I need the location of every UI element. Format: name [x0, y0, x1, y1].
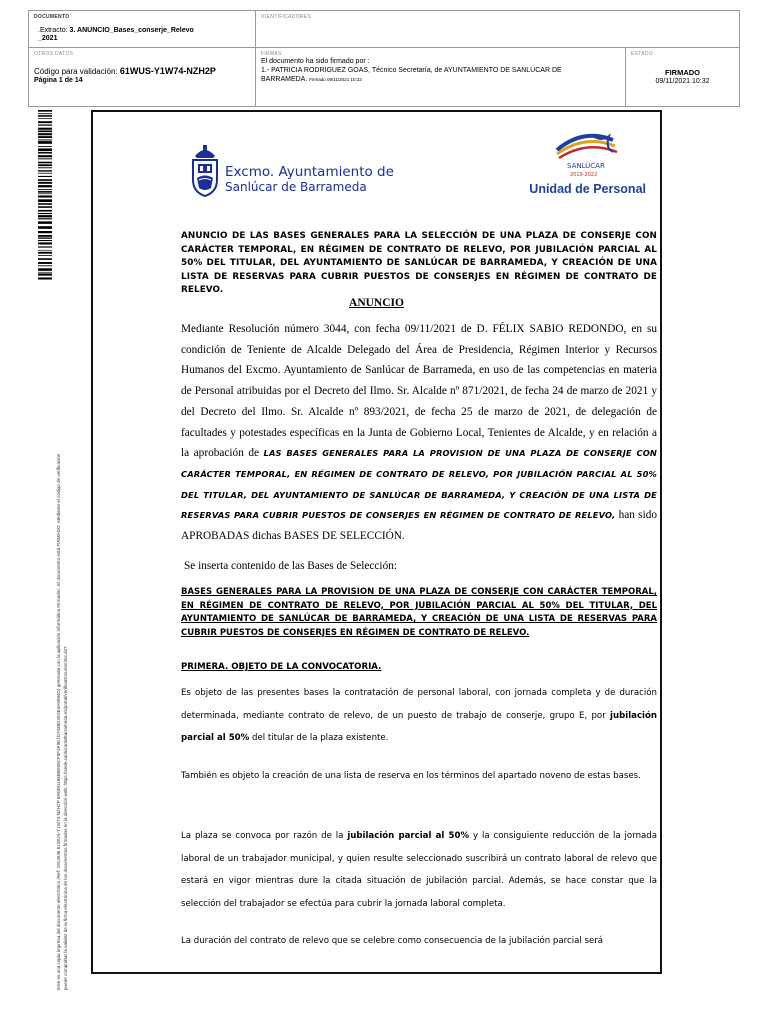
barcode-bar — [38, 124, 52, 125]
vertical-verification-text — [56, 280, 69, 990]
barcode-bar — [38, 250, 52, 251]
objeto-text: Es objeto de las presentes bases la contratación de personal laboral, con jornada completa y de duración determinada, mediante contrato de relevo, de un puesto de trabajo de conserje, grupo E, por — [181, 688, 657, 721]
barcode-bar — [38, 195, 52, 197]
sanlucar-anniversary-logo — [543, 130, 638, 180]
objeto-end: del titular de la plaza existente. — [252, 733, 389, 744]
barcode-bar — [38, 218, 52, 219]
barcode-bar — [38, 133, 52, 135]
barcode-bar — [38, 206, 52, 208]
firma-line1: El documento ha sido firmado por : — [261, 58, 370, 65]
barcode-bar — [38, 240, 52, 241]
validation-code[interactable]: 61WUS-Y1W74-NZH2P — [119, 66, 216, 76]
barcode-bar — [38, 136, 52, 138]
paragraph-duracion: La duración del contrato de relevo que se celebre como consecuencia de la jubilación parcial será — [181, 936, 604, 946]
barcode-bar — [38, 167, 52, 168]
logo-years: 2019-2022 — [570, 172, 598, 178]
barcode-bar — [38, 273, 52, 275]
documento-title-cont: _2021 — [38, 35, 58, 42]
barcode-bar — [38, 231, 52, 233]
barcode-bar — [38, 170, 52, 171]
barcode-bar — [38, 252, 52, 254]
barcode-bar — [38, 235, 52, 237]
barcode-bar — [38, 277, 52, 279]
barcode-bar — [38, 148, 52, 151]
firma-line2: 1.- PATRICIA RODRIGUEZ GOAS, Técnico Secretaría, de AYUNTAMIENTO DE SANLÚCAR DE — [261, 67, 562, 74]
barcode-bar — [38, 255, 52, 256]
barcode-bar — [38, 130, 52, 132]
paragraph-lista-reserva: También es objeto la creación de una lista de reserva en los términos del apartado noveno de estas bases. — [181, 771, 641, 781]
barcode-bar — [38, 185, 52, 187]
estado-label: ESTADO — [631, 51, 653, 57]
barcode-bar — [38, 199, 52, 202]
barcode-bar — [38, 110, 52, 112]
identificadores-cell — [256, 11, 739, 48]
firma-line3-text: BARRAMEDA. — [261, 76, 308, 83]
document-page — [91, 110, 662, 974]
page-count: Página 1 de 14 — [34, 77, 83, 84]
ayuntamiento-name-line2: Sanlúcar de Barrameda — [225, 180, 367, 194]
resolution-text: Mediante Resolución número 3044, con fecha 09/11/2021 de D. FÉLIX SABIO REDONDO, en su condición de Teniente de Alcalde Delegado del Área de Presidencia, Régimen Interior y Recursos Humanos del Excmo. Ayuntamiento de Sanlúcar de Barrameda, en uso de las competencias en materia de Personal atribuidas por el Decreto del Ilmo. Sr. Alcalde nº 871/2021, de fecha 24 de marzo de 2021 y del Decreto del Ilmo. Sr. Alcalde nº 893/2021, de fecha 25 de marzo de 2021, de delegación de facultades y potestades específicas en la Junta de Gobierno Local, Tenientes de Alcalde, y en relación a la aprobación de — [181, 323, 657, 460]
section-primera-heading: PRIMERA. OBJETO DE LA CONVOCATORIA. — [181, 662, 382, 672]
estado-value: FIRMADO — [665, 68, 700, 77]
documento-title: 3. ANUNCIO_Bases_conserje_Relevo — [69, 27, 194, 34]
firmas-label: FIRMAS — [261, 51, 282, 57]
barcode-bar — [38, 115, 52, 117]
documento-prefix: .Extracto: — [38, 27, 68, 34]
side-text-line2: puede comprobar la validez de la firma electrónica de los documentos firmados en la dirección web: https://sede.sanlucardebarrameda.es/portal/verificaDocumentos.do? — [62, 646, 68, 990]
barcode-bar — [38, 272, 52, 273]
jubilacion-text: La plaza se convoca por razón de la — [181, 831, 344, 841]
barcode-bar — [38, 113, 52, 114]
estado-cell — [626, 48, 739, 106]
anuncio-heading: ANUNCIO — [349, 297, 404, 309]
announcement-title: ANUNCIO DE LAS BASES GENERALES PARA LA SELECCIÓN DE UNA PLAZA DE CONSERJE CON CARÁCTER TEMPORAL, EN RÉGIMEN DE CONTRATO DE RELEVO, POR JUBILACIÓN PARCIAL AL 50% DEL TITULAR, DEL AYUNTAMIENTO DE SANLÚCAR DE BARRAMEDA, Y CREACIÓN DE UNA LISTA DE RESERVAS PARA CUBRIR PUESTOS DE CONSERJES EN RÉGIMEN DE CONTRATO DE RELEVO. — [181, 231, 657, 295]
barcode-bar — [38, 128, 52, 130]
documento-name — [38, 27, 194, 43]
barcode-bar — [38, 213, 52, 214]
otros-label: OTROS DATOS — [34, 51, 74, 57]
barcode-bar — [38, 258, 52, 260]
barcode-bar — [38, 268, 52, 271]
barcode-bar — [38, 242, 52, 244]
validation-code-line — [34, 66, 216, 76]
barcode-bar — [38, 179, 52, 181]
unidad-personal: Unidad de Personal — [529, 182, 646, 196]
signature-info — [261, 57, 616, 84]
barcode-bar — [38, 139, 52, 140]
ayuntamiento-name-line1: Excmo. Ayuntamiento de — [225, 164, 394, 180]
barcode-bar — [38, 262, 52, 264]
barcode-bar — [38, 193, 52, 194]
firma-line3 — [261, 75, 616, 84]
resolution-paragraph — [181, 319, 657, 547]
jubilacion-bold: jubilación parcial al 50% — [347, 831, 470, 841]
inserta-line: Se inserta contenido de las Bases de Selección: — [184, 560, 398, 572]
barcode-bar — [38, 210, 52, 212]
paragraph-jubilacion — [181, 825, 657, 915]
barcode-bar — [38, 141, 52, 144]
barcode-bar — [38, 118, 52, 119]
identificadores-label: IDENTIFICADORES — [261, 14, 312, 20]
barcode-bar — [38, 237, 52, 238]
barcode-bar — [38, 162, 52, 164]
jubilacion-end: y la consiguiente reducción de la jornada laboral de un trabajador municipal, y quien resulte seleccionado suscribirá un contrato laboral de relevo que estará en vigor mientras dure la citada situación de jubilación parcial. Además, se hace constar que la selección del trabajador se efectúa para cubrir la jornada laboral completa. — [181, 831, 658, 909]
side-text-line1: Este es una copia impresa del documento electrónico (Ref: 2913546 61WUS-Y1W74-NZH2P 6F6491165B6E69CF5F4F9E1D7436D2E4E4A5994D) generada con la aplicación informática Firmadoc. El documento está FIRMADO. Mediante el código de verificación — [56, 453, 61, 990]
barcode-bar — [38, 226, 52, 229]
barcode-bar — [38, 221, 52, 223]
documento-label: DOCUMENTO — [34, 14, 70, 20]
barcode-bar — [38, 182, 52, 184]
barcode-bar — [38, 189, 52, 190]
barcode-bar — [38, 265, 52, 266]
barcode-bar — [38, 164, 52, 166]
barcode-bar — [38, 152, 52, 154]
metadata-header — [28, 10, 740, 107]
barcode-bar — [38, 158, 52, 159]
barcode-bar — [38, 121, 52, 123]
barcode-bar — [38, 191, 52, 193]
resolution-bold-text: LAS BASES GENERALES PARA LA PROVISION DE UNA PLAZA DE CONSERJE CON CARÁCTER TEMPORAL, EN RÉGIMEN DE CONTRATO DE RELEVO, POR JUBILACIÓN PARCIAL AL 50% DEL TITULAR, DEL AYUNTAMIENTO DE SANLÚCAR DE BARRAMEDA, Y CREACIÓN DE UNA LISTA DE RESERVAS PARA CUBRIR PUESTOS DE CONSERJES EN RÉGIMEN DE CONTRATO DE RELEVO, — [181, 448, 658, 521]
barcode-image — [38, 110, 52, 280]
documento-cell — [29, 11, 256, 48]
resolution-end: han sido APROBADAS dichas BASES DE SELECCIÓN. — [181, 509, 658, 543]
city-crest-logo — [189, 142, 221, 198]
barcode-bar — [38, 246, 52, 247]
logo-text: SANLÚCAR — [567, 162, 605, 170]
bases-title: BASES GENERALES PARA LA PROVISION DE UNA PLAZA DE CONSERJE CON CARÁCTER TEMPORAL, EN RÉGIMEN DE CONTRATO DE RELEVO, POR JUBILACIÓN PARCIAL AL 50% DEL TITULAR, DEL AYUNTAMIENTO DE SANLÚCAR DE BARRAMEDA, Y CREACIÓN DE UNA LISTA DE RESERVAS PARA CUBRIR PUESTOS DE CONSERJES EN RÉGIMEN DE CONTRATO DE RELEVO. — [181, 587, 657, 638]
barcode-bar — [38, 146, 52, 147]
barcode-bar — [38, 173, 52, 174]
barcode-bar — [38, 203, 52, 205]
estado-date: 09/11/2021 10:32 — [655, 78, 710, 85]
barcode-bar — [38, 155, 52, 157]
validation-label: Código para validación: — [34, 67, 118, 76]
barcode-bar — [38, 215, 52, 217]
barcode-bar — [38, 176, 52, 177]
objeto-bold: jubilación parcial al 50% — [181, 710, 658, 744]
paragraph-objeto — [181, 682, 657, 750]
firma-date-small: Firmado 09/11/2021 10:32 — [309, 77, 362, 82]
